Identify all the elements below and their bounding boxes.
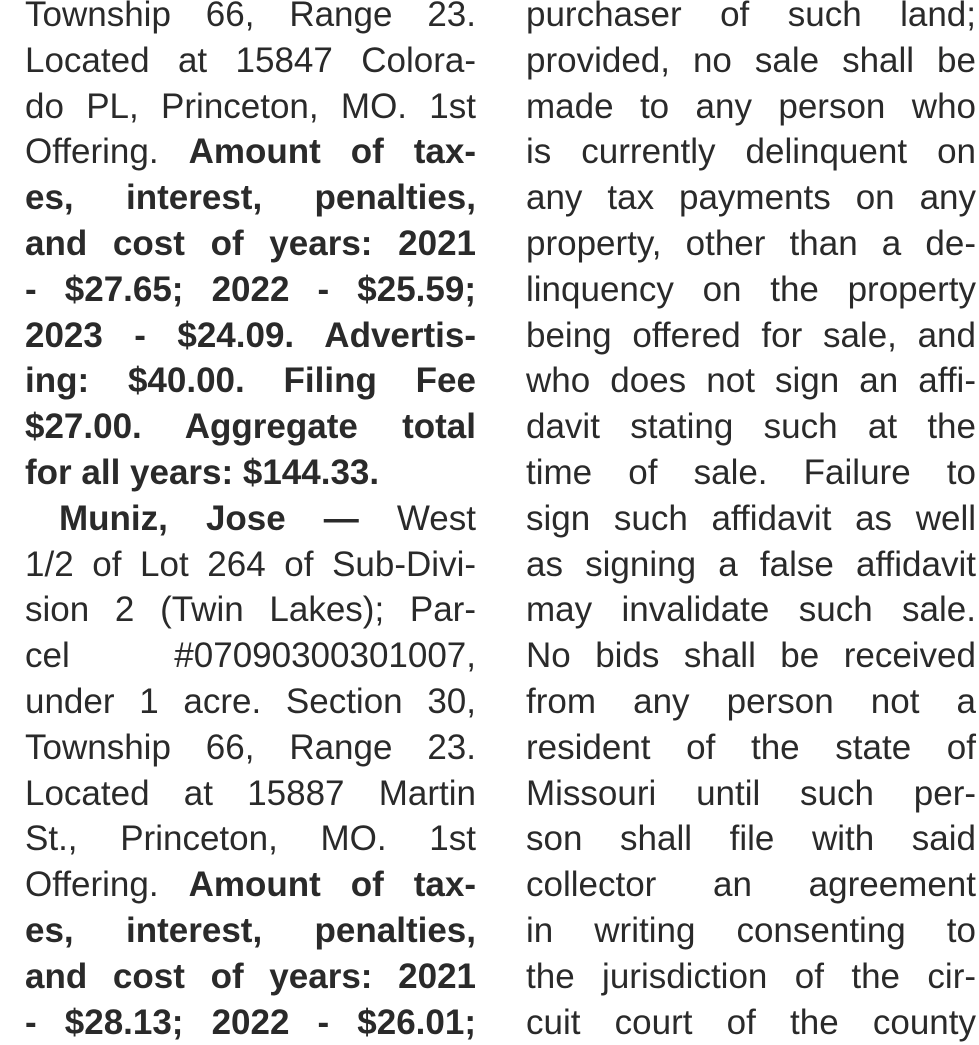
text-line: the jurisdiction of the cir- <box>526 956 976 996</box>
text-line: purchaser of such land; <box>526 0 976 34</box>
text-line: as signing a false affidavit <box>526 544 976 584</box>
text-line: from any person not a <box>526 681 976 721</box>
text-line: cel #07090300301007, <box>25 636 476 676</box>
text-line: do PL, Princeton, MO. 1st <box>25 86 476 126</box>
text-line: who does not sign an affi- <box>526 361 976 401</box>
text-line: davit stating such at the <box>526 407 976 447</box>
text-line: under 1 acre. Section 30, <box>25 681 476 721</box>
text-line: sion 2 (Twin Lakes); Par- <box>25 590 476 630</box>
text-line: being offered for sale, and <box>526 315 976 355</box>
text-line: Township 66, Range 23. <box>25 727 476 767</box>
right-column <box>526 0 976 1045</box>
text-line <box>25 862 476 908</box>
text-line: - $28.13; 2022 - $26.01; <box>25 1002 476 1042</box>
text-line: - $27.65; 2022 - $25.59; <box>25 269 476 309</box>
text-line: any tax payments on any <box>526 178 976 218</box>
text-line: es, interest, penalties, <box>25 178 476 218</box>
text-span: Offering. <box>25 132 189 172</box>
text-line: cuit court of the county <box>526 1002 976 1042</box>
text-line: and cost of years: 2021 <box>25 956 476 996</box>
text-line: linquency on the property <box>526 269 976 309</box>
text-line: made to any person who <box>526 86 976 126</box>
bold-text-span: Amount of tax- <box>188 865 476 905</box>
text-line: Missouri until such per- <box>526 773 976 813</box>
text-line: Located at 15847 Colora- <box>25 40 476 80</box>
text-line: 2023 - $24.09. Advertis- <box>25 315 476 355</box>
text-line: No bids shall be received <box>526 636 976 676</box>
text-line: time of sale. Failure to <box>526 452 976 492</box>
text-span: West <box>358 498 476 538</box>
text-line: St., Princeton, MO. 1st <box>25 819 476 859</box>
text-line: Located at 15887 Martin <box>25 773 476 813</box>
text-line: property, other than a de- <box>526 223 976 263</box>
text-line: in writing consenting to <box>526 910 976 950</box>
bold-text-span: Amount of tax- <box>188 132 476 172</box>
text-line: may invalidate such sale. <box>526 590 976 630</box>
text-line: 1/2 of Lot 264 of Sub-Divi- <box>25 544 476 584</box>
text-line: and cost of years: 2021 <box>25 223 476 263</box>
text-line: son shall file with said <box>526 819 976 859</box>
text-line: provided, no sale shall be <box>526 40 976 80</box>
text-span: Offering. <box>25 865 189 905</box>
entry-heading-line <box>25 496 476 542</box>
text-line: sign such affidavit as well <box>526 498 976 538</box>
left-column <box>25 0 476 1045</box>
text-line: ing: $40.00. Filing Fee <box>25 361 476 401</box>
text-line <box>25 129 476 175</box>
entry-name: Muniz, Jose — <box>59 498 359 538</box>
text-line: es, interest, penalties, <box>25 910 476 950</box>
text-line: resident of the state of <box>526 727 976 767</box>
text-line: $27.00. Aggregate total <box>25 407 476 447</box>
text-line: Township 66, Range 23. <box>25 0 476 34</box>
text-line: for all years: $144.33. <box>25 452 380 492</box>
text-line: is currently delinquent on <box>526 132 976 172</box>
text-line: collector an agreement <box>526 865 976 905</box>
